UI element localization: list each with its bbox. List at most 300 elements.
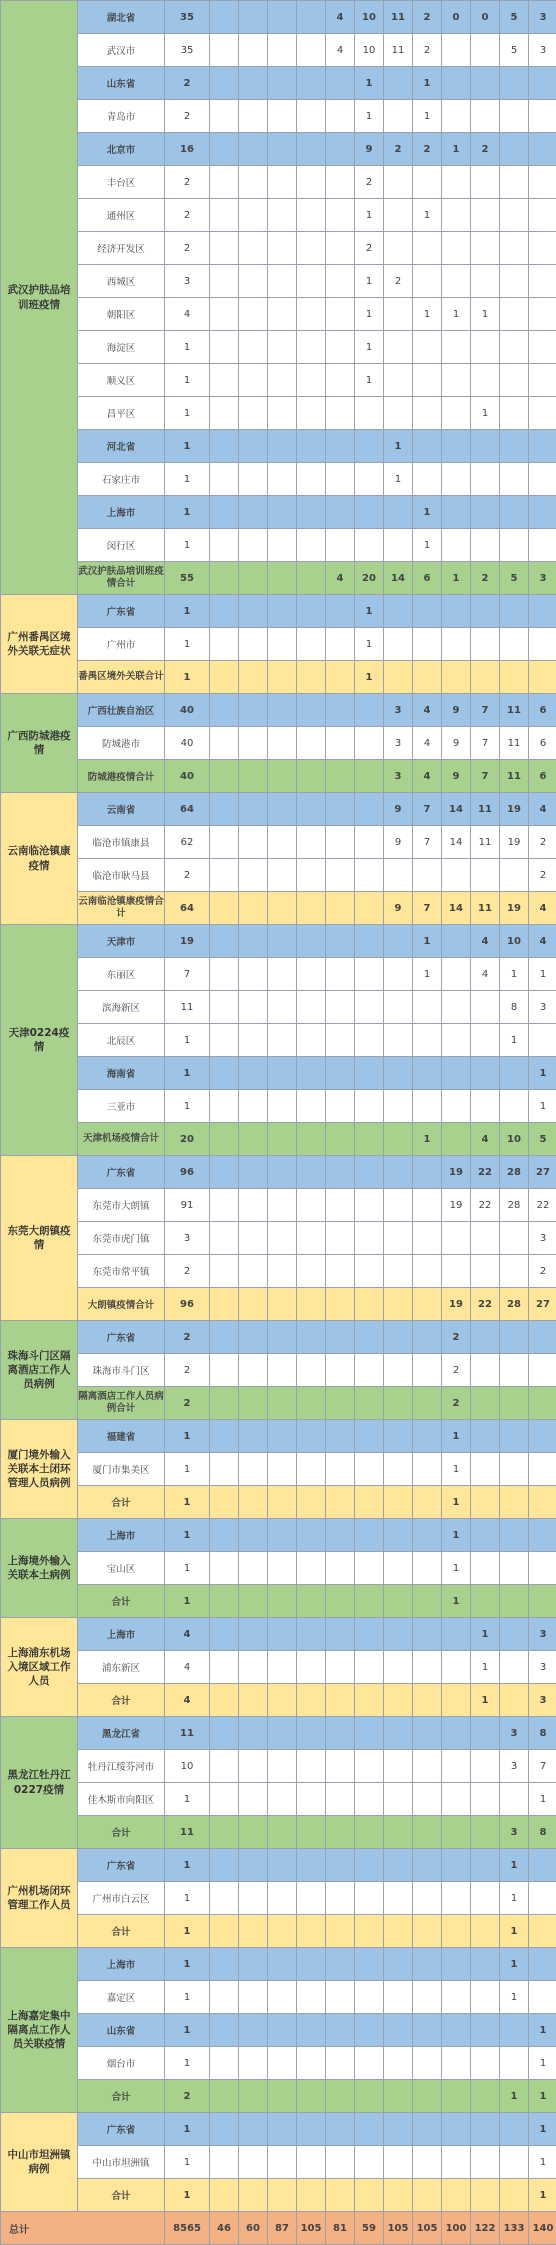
daily-count-cell	[413, 1717, 442, 1750]
daily-total-cell: 59	[355, 2212, 384, 2245]
daily-count-cell	[268, 727, 297, 760]
daily-count-cell	[297, 133, 326, 166]
daily-count-cell	[384, 529, 413, 562]
daily-count-cell	[529, 1024, 556, 1057]
table-body	[1, 1, 556, 2245]
daily-total-cell: 87	[268, 2212, 297, 2245]
daily-count-cell	[355, 1783, 384, 1816]
daily-count-cell	[239, 133, 268, 166]
daily-count-cell	[355, 1684, 384, 1717]
daily-count-cell	[384, 2014, 413, 2047]
daily-count-cell	[210, 100, 239, 133]
daily-count-cell: 5	[500, 34, 529, 67]
daily-count-cell	[355, 1618, 384, 1651]
daily-count-cell	[384, 364, 413, 397]
daily-total-cell: 60	[239, 2212, 268, 2245]
region-name-cell: 厦门市集美区	[78, 1453, 165, 1486]
daily-count-cell: 27	[529, 1288, 556, 1321]
daily-count-cell	[239, 793, 268, 826]
daily-count-cell	[384, 991, 413, 1024]
daily-count-cell	[355, 793, 384, 826]
daily-count-cell: 1	[355, 100, 384, 133]
region-total-cell: 19	[165, 925, 210, 958]
daily-count-cell	[326, 1090, 355, 1123]
daily-count-cell	[210, 2047, 239, 2080]
table-row	[1, 2080, 556, 2113]
daily-count-cell	[239, 1387, 268, 1420]
daily-count-cell: 2	[442, 1354, 471, 1387]
daily-count-cell	[384, 298, 413, 331]
daily-count-cell	[529, 1321, 556, 1354]
daily-count-cell	[268, 364, 297, 397]
daily-count-cell	[268, 298, 297, 331]
daily-count-cell	[529, 661, 556, 694]
daily-count-cell	[268, 1, 297, 34]
daily-count-cell: 1	[355, 265, 384, 298]
table-row	[1, 298, 556, 331]
region-total-cell: 2	[165, 859, 210, 892]
daily-count-cell	[239, 1882, 268, 1915]
table-row	[1, 628, 556, 661]
daily-count-cell	[210, 1123, 239, 1156]
daily-count-cell	[442, 100, 471, 133]
daily-count-cell	[326, 694, 355, 727]
region-total-cell: 1	[165, 661, 210, 694]
daily-count-cell	[529, 595, 556, 628]
daily-count-cell	[500, 1618, 529, 1651]
daily-count-cell: 1	[500, 1915, 529, 1948]
daily-count-cell	[384, 1189, 413, 1222]
daily-count-cell	[297, 1486, 326, 1519]
daily-count-cell: 11	[384, 34, 413, 67]
daily-count-cell	[268, 1486, 297, 1519]
region-name-cell: 嘉定区	[78, 1981, 165, 2014]
daily-count-cell	[297, 34, 326, 67]
daily-count-cell	[239, 2113, 268, 2146]
daily-count-cell	[471, 1915, 500, 1948]
daily-total-cell: 46	[210, 2212, 239, 2245]
daily-count-cell	[471, 1981, 500, 2014]
daily-total-cell: 100	[442, 2212, 471, 2245]
daily-count-cell	[268, 859, 297, 892]
daily-count-cell	[297, 694, 326, 727]
daily-count-cell	[297, 2179, 326, 2212]
daily-count-cell: 6	[529, 760, 556, 793]
daily-total-cell: 122	[471, 2212, 500, 2245]
daily-count-cell	[210, 34, 239, 67]
daily-count-cell	[239, 100, 268, 133]
daily-count-cell	[210, 1585, 239, 1618]
daily-count-cell	[442, 1024, 471, 1057]
daily-count-cell	[326, 958, 355, 991]
daily-count-cell	[210, 2014, 239, 2047]
daily-count-cell	[413, 1684, 442, 1717]
daily-count-cell	[471, 529, 500, 562]
daily-count-cell	[326, 67, 355, 100]
daily-count-cell	[355, 1255, 384, 1288]
daily-count-cell	[326, 1519, 355, 1552]
daily-count-cell	[442, 331, 471, 364]
daily-count-cell	[471, 496, 500, 529]
daily-count-cell	[384, 1651, 413, 1684]
daily-count-cell	[442, 2146, 471, 2179]
daily-count-cell	[268, 1618, 297, 1651]
table-row	[1, 1618, 556, 1651]
daily-count-cell	[355, 1222, 384, 1255]
daily-count-cell	[210, 1321, 239, 1354]
daily-count-cell	[239, 1453, 268, 1486]
daily-count-cell: 3	[529, 1, 556, 34]
daily-count-cell	[210, 1849, 239, 1882]
region-name-cell: 合计	[78, 1486, 165, 1519]
daily-count-cell	[384, 1123, 413, 1156]
daily-count-cell	[413, 1519, 442, 1552]
daily-count-cell	[268, 1420, 297, 1453]
daily-count-cell	[297, 1585, 326, 1618]
region-name-cell: 广州市白云区	[78, 1882, 165, 1915]
region-name-cell: 合计	[78, 1816, 165, 1849]
daily-count-cell	[413, 1948, 442, 1981]
daily-count-cell	[268, 1024, 297, 1057]
daily-count-cell: 14	[442, 826, 471, 859]
table-row	[1, 760, 556, 793]
daily-count-cell	[413, 1486, 442, 1519]
outbreak-group-label: 上海境外输入关联本土病例	[1, 1519, 78, 1618]
daily-count-cell	[210, 166, 239, 199]
daily-count-cell	[471, 1882, 500, 1915]
daily-count-cell	[326, 1321, 355, 1354]
daily-count-cell: 9	[384, 826, 413, 859]
table-row	[1, 100, 556, 133]
region-total-cell: 1	[165, 1915, 210, 1948]
daily-count-cell	[384, 628, 413, 661]
daily-count-cell	[355, 826, 384, 859]
daily-count-cell	[239, 529, 268, 562]
daily-count-cell	[210, 1354, 239, 1387]
daily-count-cell	[297, 595, 326, 628]
daily-count-cell	[326, 2146, 355, 2179]
daily-count-cell	[326, 892, 355, 925]
daily-count-cell	[500, 364, 529, 397]
daily-count-cell	[210, 925, 239, 958]
region-total-cell: 16	[165, 133, 210, 166]
daily-count-cell	[471, 1090, 500, 1123]
daily-count-cell	[500, 1354, 529, 1387]
daily-count-cell: 1	[355, 67, 384, 100]
table-row	[1, 430, 556, 463]
daily-count-cell	[297, 298, 326, 331]
daily-count-cell	[268, 1288, 297, 1321]
table-row	[1, 1123, 556, 1156]
daily-count-cell	[268, 2146, 297, 2179]
table-row	[1, 397, 556, 430]
daily-count-cell	[239, 265, 268, 298]
daily-count-cell	[239, 958, 268, 991]
daily-count-cell: 22	[471, 1288, 500, 1321]
daily-count-cell	[500, 1321, 529, 1354]
daily-count-cell	[297, 1387, 326, 1420]
daily-count-cell	[297, 1783, 326, 1816]
region-total-cell: 1	[165, 1849, 210, 1882]
daily-count-cell	[413, 2179, 442, 2212]
daily-count-cell	[326, 661, 355, 694]
daily-count-cell	[471, 1948, 500, 1981]
daily-count-cell	[268, 1057, 297, 1090]
daily-count-cell	[442, 628, 471, 661]
table-row	[1, 595, 556, 628]
daily-count-cell	[355, 1453, 384, 1486]
daily-count-cell: 19	[442, 1156, 471, 1189]
daily-count-cell	[471, 1222, 500, 1255]
region-name-cell: 合计	[78, 1684, 165, 1717]
daily-count-cell	[210, 265, 239, 298]
daily-count-cell	[500, 1651, 529, 1684]
daily-count-cell: 1	[355, 298, 384, 331]
region-total-cell: 35	[165, 34, 210, 67]
daily-count-cell	[210, 1, 239, 34]
region-total-cell: 40	[165, 760, 210, 793]
daily-count-cell	[384, 2047, 413, 2080]
region-name-cell: 天津市	[78, 925, 165, 958]
daily-count-cell: 3	[529, 1651, 556, 1684]
daily-count-cell	[413, 1255, 442, 1288]
daily-count-cell	[384, 1090, 413, 1123]
daily-count-cell	[413, 232, 442, 265]
daily-count-cell	[442, 1057, 471, 1090]
daily-count-cell	[297, 1882, 326, 1915]
daily-count-cell	[355, 496, 384, 529]
table-row	[1, 892, 556, 925]
daily-count-cell: 22	[471, 1156, 500, 1189]
daily-count-cell	[384, 1717, 413, 1750]
outbreak-group-label: 中山市坦洲镇病例	[1, 2113, 78, 2212]
daily-count-cell: 3	[529, 34, 556, 67]
outbreak-group-label: 上海浦东机场入境区域工作人员	[1, 1618, 78, 1717]
daily-count-cell	[297, 991, 326, 1024]
daily-total-cell: 140	[529, 2212, 556, 2245]
daily-count-cell	[413, 661, 442, 694]
daily-count-cell	[297, 826, 326, 859]
daily-count-cell	[413, 364, 442, 397]
table-row	[1, 1255, 556, 1288]
daily-count-cell	[471, 2047, 500, 2080]
daily-count-cell: 1	[500, 2080, 529, 2113]
daily-count-cell	[442, 199, 471, 232]
daily-count-cell	[500, 1552, 529, 1585]
daily-count-cell: 3	[529, 991, 556, 1024]
table-row	[1, 1222, 556, 1255]
daily-count-cell: 9	[355, 133, 384, 166]
daily-count-cell	[413, 859, 442, 892]
daily-count-cell	[413, 1915, 442, 1948]
daily-count-cell	[297, 2047, 326, 2080]
region-name-cell: 云南临沧镇康疫情合计	[78, 892, 165, 925]
daily-count-cell	[239, 694, 268, 727]
daily-count-cell	[297, 67, 326, 100]
region-name-cell: 上海市	[78, 496, 165, 529]
region-name-cell: 昌平区	[78, 397, 165, 430]
daily-count-cell: 1	[529, 2047, 556, 2080]
daily-count-cell	[268, 1783, 297, 1816]
daily-count-cell	[500, 1057, 529, 1090]
daily-count-cell	[210, 2146, 239, 2179]
daily-count-cell	[384, 1453, 413, 1486]
daily-count-cell	[210, 661, 239, 694]
daily-count-cell	[239, 1618, 268, 1651]
daily-count-cell: 2	[413, 34, 442, 67]
daily-count-cell	[268, 595, 297, 628]
daily-count-cell	[442, 1090, 471, 1123]
daily-count-cell	[471, 1717, 500, 1750]
daily-count-cell	[355, 1849, 384, 1882]
daily-count-cell: 19	[500, 826, 529, 859]
region-name-cell: 湖北省	[78, 1, 165, 34]
daily-count-cell	[384, 199, 413, 232]
daily-count-cell	[500, 1486, 529, 1519]
daily-count-cell	[442, 2047, 471, 2080]
daily-count-cell	[500, 595, 529, 628]
daily-count-cell	[268, 1816, 297, 1849]
daily-count-cell	[239, 1981, 268, 2014]
daily-count-cell	[268, 397, 297, 430]
table-row	[1, 1948, 556, 1981]
daily-count-cell	[268, 100, 297, 133]
daily-count-cell	[297, 364, 326, 397]
table-row	[1, 1486, 556, 1519]
daily-count-cell	[297, 1354, 326, 1387]
daily-count-cell	[355, 430, 384, 463]
daily-count-cell	[297, 1519, 326, 1552]
daily-count-cell	[268, 694, 297, 727]
region-total-cell: 11	[165, 1717, 210, 1750]
daily-count-cell	[326, 2047, 355, 2080]
daily-count-cell	[268, 958, 297, 991]
daily-count-cell	[442, 34, 471, 67]
daily-count-cell	[355, 1288, 384, 1321]
daily-count-cell	[326, 1882, 355, 1915]
daily-count-cell: 1	[442, 298, 471, 331]
daily-count-cell	[297, 199, 326, 232]
daily-count-cell	[268, 661, 297, 694]
daily-count-cell	[355, 1189, 384, 1222]
daily-count-cell	[297, 628, 326, 661]
region-total-cell: 1	[165, 1948, 210, 1981]
daily-count-cell	[384, 1519, 413, 1552]
outbreak-group-label: 上海嘉定集中隔离点工作人员关联疫情	[1, 1948, 78, 2113]
daily-count-cell: 1	[529, 1090, 556, 1123]
daily-count-cell	[471, 364, 500, 397]
daily-count-cell: 3	[384, 694, 413, 727]
outbreak-group-label: 广西防城港疫情	[1, 694, 78, 793]
daily-count-cell	[500, 463, 529, 496]
region-total-cell: 2	[165, 100, 210, 133]
daily-count-cell	[210, 1783, 239, 1816]
daily-count-cell	[297, 562, 326, 595]
daily-count-cell: 1	[413, 496, 442, 529]
daily-count-cell: 1	[442, 1453, 471, 1486]
daily-count-cell	[239, 1915, 268, 1948]
daily-count-cell	[471, 1783, 500, 1816]
daily-count-cell	[384, 166, 413, 199]
daily-count-cell	[210, 67, 239, 100]
daily-count-cell	[326, 1024, 355, 1057]
daily-count-cell	[355, 1915, 384, 1948]
daily-count-cell	[268, 760, 297, 793]
table-row	[1, 2146, 556, 2179]
daily-count-cell	[413, 1321, 442, 1354]
daily-count-cell	[297, 2113, 326, 2146]
daily-count-cell	[384, 2080, 413, 2113]
daily-count-cell	[529, 1387, 556, 1420]
daily-count-cell	[326, 2014, 355, 2047]
daily-count-cell	[268, 1387, 297, 1420]
daily-count-cell	[413, 2146, 442, 2179]
daily-count-cell	[239, 1750, 268, 1783]
daily-count-cell	[239, 34, 268, 67]
daily-count-cell	[442, 1651, 471, 1684]
daily-count-cell	[210, 1552, 239, 1585]
daily-count-cell	[384, 1222, 413, 1255]
daily-count-cell	[239, 496, 268, 529]
daily-count-cell	[297, 1651, 326, 1684]
region-name-cell: 福建省	[78, 1420, 165, 1453]
daily-count-cell	[210, 397, 239, 430]
daily-count-cell	[384, 1321, 413, 1354]
daily-count-cell	[268, 1981, 297, 2014]
region-total-cell: 96	[165, 1156, 210, 1189]
daily-count-cell	[326, 1189, 355, 1222]
daily-count-cell	[471, 265, 500, 298]
daily-count-cell	[355, 1123, 384, 1156]
daily-count-cell: 19	[442, 1288, 471, 1321]
daily-count-cell	[355, 397, 384, 430]
daily-count-cell	[413, 1585, 442, 1618]
daily-count-cell	[239, 1948, 268, 1981]
region-name-cell: 隔离酒店工作人员病例合计	[78, 1387, 165, 1420]
grand-total-label: 总计	[1, 2212, 165, 2245]
daily-count-cell: 3	[500, 1816, 529, 1849]
daily-count-cell	[326, 1618, 355, 1651]
daily-count-cell: 11	[500, 760, 529, 793]
daily-total-cell: 105	[384, 2212, 413, 2245]
daily-count-cell	[384, 1552, 413, 1585]
region-name-cell: 山东省	[78, 2014, 165, 2047]
region-total-cell: 3	[165, 1222, 210, 1255]
daily-count-cell	[529, 298, 556, 331]
region-total-cell: 1	[165, 2146, 210, 2179]
daily-count-cell	[326, 397, 355, 430]
daily-count-cell	[471, 1519, 500, 1552]
daily-count-cell	[442, 1882, 471, 1915]
daily-count-cell	[268, 628, 297, 661]
region-name-cell: 广西壮族自治区	[78, 694, 165, 727]
daily-count-cell	[326, 1783, 355, 1816]
daily-count-cell: 1	[355, 331, 384, 364]
region-name-cell: 武汉护肤品培训班疫情合计	[78, 562, 165, 595]
outbreak-group-label: 云南临沧镇康疫情	[1, 793, 78, 925]
daily-count-cell	[471, 34, 500, 67]
daily-count-cell	[326, 1354, 355, 1387]
daily-count-cell	[297, 232, 326, 265]
daily-count-cell	[442, 430, 471, 463]
daily-count-cell	[210, 793, 239, 826]
daily-count-cell: 28	[500, 1288, 529, 1321]
region-total-cell: 1	[165, 2047, 210, 2080]
daily-count-cell	[210, 364, 239, 397]
daily-count-cell	[442, 1684, 471, 1717]
daily-count-cell	[529, 199, 556, 232]
region-total-cell: 2	[165, 2080, 210, 2113]
